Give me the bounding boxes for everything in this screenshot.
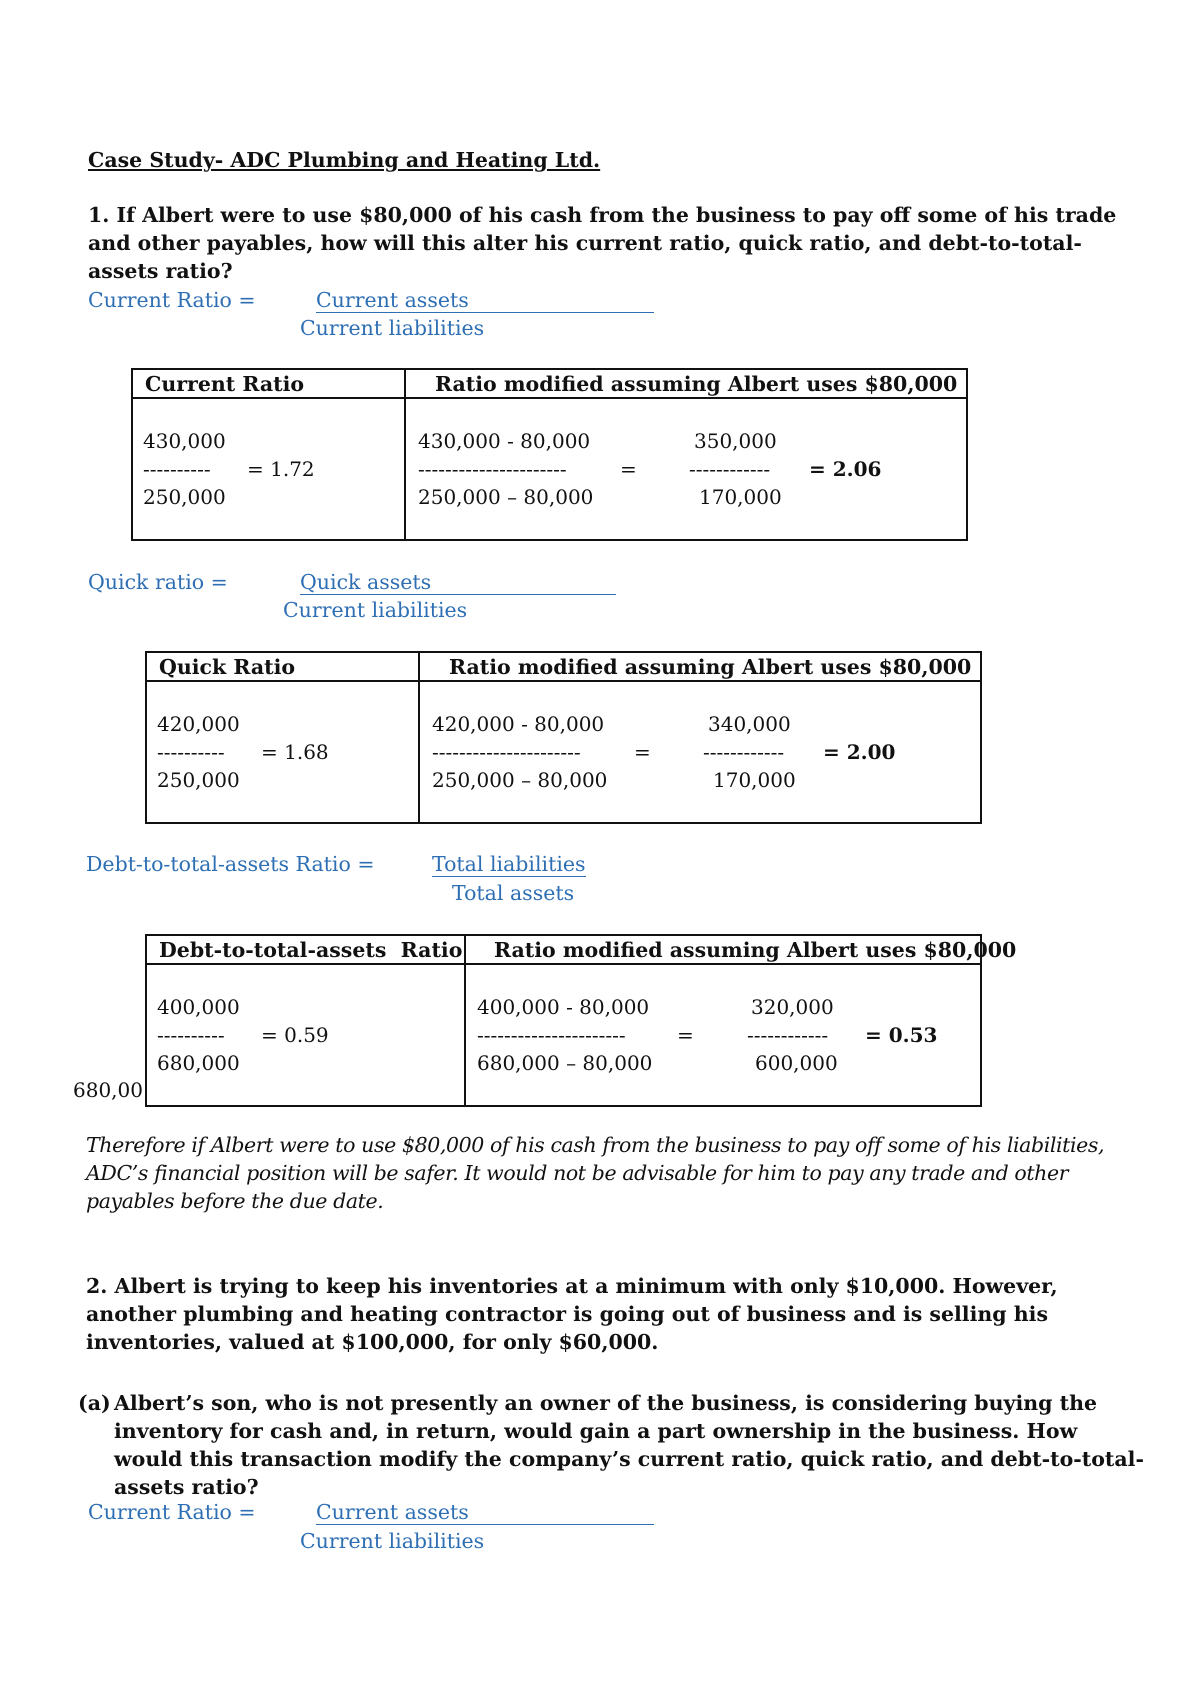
simplified-numerator: 340,000 <box>708 712 791 736</box>
left-denominator: 680,000 <box>157 1051 240 1075</box>
stray-value: 680,00 <box>73 1078 143 1102</box>
simplified-result: = 2.00 <box>823 740 896 764</box>
table-divider <box>464 936 466 1105</box>
table-right-header: Ratio modified assuming Albert uses $80,000 <box>494 938 1017 962</box>
current-ratio-fraction-bar <box>316 312 654 313</box>
current-ratio-table <box>131 368 968 541</box>
left-numerator: 400,000 <box>157 995 240 1019</box>
right-numerator: 430,000 - 80,000 <box>418 429 591 453</box>
left-numerator: 430,000 <box>143 429 226 453</box>
simplified-dashes: ------------ <box>703 740 785 764</box>
simplified-dashes: ------------ <box>689 457 771 481</box>
table-divider <box>418 653 420 822</box>
simplified-numerator: 320,000 <box>751 995 834 1019</box>
left-numerator: 420,000 <box>157 712 240 736</box>
table-left-header: Debt-to-total-assets Ratio <box>159 938 463 962</box>
quick-ratio-table <box>145 651 982 824</box>
table-divider <box>404 370 406 539</box>
left-denominator: 250,000 <box>157 768 240 792</box>
right-dashes: ---------------------- <box>432 740 581 764</box>
part-a-text: Albert’s son, who is not presently an owner of the business, is considering buying the inventory for cash and, in return, would gain a part ownership in the business. How would this transaction modify the company’s current ratio, quick ratio, and debt-to-total-assets ratio? <box>114 1391 1144 1499</box>
debt-ratio-label: Debt-to-total-assets Ratio = <box>86 852 375 876</box>
quick-ratio-fraction-bar <box>300 594 616 595</box>
left-dashes: ---------- <box>157 740 225 764</box>
simplified-result: = 0.53 <box>865 1023 938 1047</box>
current-ratio-denominator: Current liabilities <box>300 316 485 340</box>
left-dashes: ---------- <box>143 457 211 481</box>
question-1: 1. If Albert were to use $80,000 of his cash from the business to pay off some of his trade and other payables, how will this alter his current ratio, quick ratio, and debt-to-total-assets ratio? <box>88 203 1117 283</box>
q2-current-ratio-fraction-bar <box>316 1524 654 1525</box>
debt-ratio-fraction-bar <box>432 876 586 877</box>
simplified-result: = 2.06 <box>809 457 882 481</box>
right-equals: = <box>620 457 637 481</box>
right-denominator: 250,000 – 80,000 <box>432 768 608 792</box>
simplified-numerator: 350,000 <box>694 429 777 453</box>
q2-current-ratio-numerator: Current assets <box>316 1500 469 1524</box>
q2-current-ratio-label: Current Ratio = <box>88 1500 256 1524</box>
table-left-header: Quick Ratio <box>159 655 296 679</box>
q2-current-ratio-denominator: Current liabilities <box>300 1529 485 1553</box>
current-ratio-label: Current Ratio = <box>88 288 256 312</box>
left-result: = 1.72 <box>247 457 315 481</box>
table-left-header: Current Ratio <box>145 372 305 396</box>
right-dashes: ---------------------- <box>477 1023 626 1047</box>
right-numerator: 420,000 - 80,000 <box>432 712 605 736</box>
simplified-denominator: 170,000 <box>713 768 796 792</box>
page-title: Case Study- ADC Plumbing and Heating Ltd. <box>88 148 601 172</box>
quick-ratio-numerator: Quick assets <box>300 570 432 594</box>
right-equals: = <box>677 1023 694 1047</box>
question-2: 2. Albert is trying to keep his inventories at a minimum with only $10,000. However, another plumbing and heating contractor is going out of business and is selling his inventories, valued at $100,000, for only $60,000. <box>86 1274 1058 1354</box>
left-result: = 1.68 <box>261 740 329 764</box>
simplified-denominator: 600,000 <box>755 1051 838 1075</box>
simplified-denominator: 170,000 <box>699 485 782 509</box>
quick-ratio-denominator: Current liabilities <box>283 598 468 622</box>
right-denominator: 680,000 – 80,000 <box>477 1051 653 1075</box>
left-dashes: ---------- <box>157 1023 225 1047</box>
left-result: = 0.59 <box>261 1023 329 1047</box>
conclusion-text: Therefore if Albert were to use $80,000 of his cash from the business to pay off some of his liabilities, ADC’s financial position will be safer. It would not be advisable for him to pay any trade and other payables before the due date. <box>86 1133 1105 1213</box>
debt-ratio-numerator: Total liabilities <box>432 852 586 876</box>
debt-ratio-table <box>145 934 1017 1107</box>
part-a-label: (a) <box>78 1391 111 1415</box>
right-denominator: 250,000 – 80,000 <box>418 485 594 509</box>
table-right-header: Ratio modified assuming Albert uses $80,000 <box>435 372 958 396</box>
current-ratio-numerator: Current assets <box>316 288 469 312</box>
table-right-header: Ratio modified assuming Albert uses $80,000 <box>449 655 972 679</box>
simplified-dashes: ------------ <box>747 1023 829 1047</box>
debt-ratio-denominator: Total assets <box>452 881 575 905</box>
left-denominator: 250,000 <box>143 485 226 509</box>
right-dashes: ---------------------- <box>418 457 567 481</box>
right-equals: = <box>634 740 651 764</box>
quick-ratio-label: Quick ratio = <box>88 570 228 594</box>
right-numerator: 400,000 - 80,000 <box>477 995 650 1019</box>
